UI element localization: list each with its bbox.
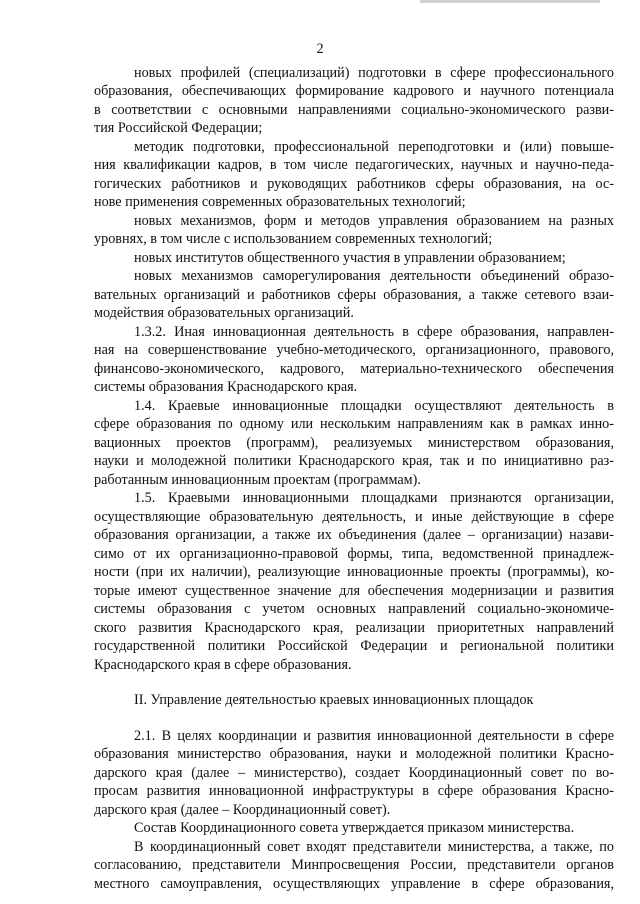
text-line: сфере образования по одному или нескольким направлениям как в рамках инно- bbox=[94, 416, 614, 432]
text-line: дарского края (далее – Координационный совет). bbox=[94, 802, 391, 818]
text-line: образования организации, а также их объединения (далее – организации) назави- bbox=[94, 527, 614, 543]
text-line: модействия образовательных организаций. bbox=[94, 305, 354, 321]
text-line: 1.5. Краевыми инновационными площадками признаются организации, bbox=[134, 490, 614, 506]
text-line: торые имеют существенное значение для обеспечения модернизации и развития bbox=[94, 583, 614, 599]
text-line: 2.1. В целях координации и развития инновационной деятельности в сфере bbox=[134, 728, 614, 744]
scan-edge-mark bbox=[420, 0, 600, 3]
text-line: науки и молодежной политики Краснодарского края, так и по инициативно раз- bbox=[94, 453, 614, 469]
text-line: просам развития инновационной инфраструктуры в сфере образования Красно- bbox=[94, 783, 614, 799]
text-line: новых механизмов, форм и методов управления образованием на разных bbox=[134, 213, 614, 229]
text-line: В координационный совет входят представители министерства, а также, по bbox=[134, 839, 614, 855]
text-line: ского развития Краснодарского края, реализации приоритетных направлений bbox=[94, 620, 614, 636]
text-line: финансово-экономического, кадрового, материально-технического обеспечения bbox=[94, 361, 614, 377]
text-line: новых профилей (специализаций) подготовки в сфере профессионального bbox=[134, 65, 614, 81]
text-line: в соответствии с основными направлениями социально-экономического разви- bbox=[94, 102, 614, 118]
text-line: симо от их организационно-правовой формы, типа, ведомственной принадлеж- bbox=[94, 546, 614, 562]
text-line: государственной политики Российской Федерации и региональной политики bbox=[94, 638, 614, 654]
text-line: системы образования Краснодарского края. bbox=[94, 379, 358, 395]
text-line: Состав Координационного совета утверждается приказом министерства. bbox=[134, 820, 575, 836]
page-number: 2 bbox=[316, 41, 324, 57]
text-line: осуществляющие образовательную деятельность, и иные действующие в сфере bbox=[94, 509, 614, 525]
section-heading: II. Управление деятельностью краевых инновационных площадок bbox=[134, 692, 534, 708]
text-line: ния квалификации кадров, в том числе педагогических, научных и научно-педа- bbox=[94, 157, 614, 173]
text-line: вационных проектов (программ), реализуемых министерством образования, bbox=[94, 435, 614, 451]
text-line: новых механизмов саморегулирования деятельности объединений образо- bbox=[134, 268, 614, 284]
text-line: тия Российской Федерации; bbox=[94, 120, 263, 136]
text-line: работанным инновационным проектам (программам). bbox=[94, 472, 421, 488]
text-line: образования, обеспечивающих формирование кадрового и научного потенциала bbox=[94, 83, 614, 99]
text-line: согласованию, представители Минпросвещения России, представители органов bbox=[94, 857, 614, 873]
text-line: методик подготовки, профессиональной переподготовки и (или) повыше- bbox=[134, 139, 614, 155]
text-line: гогических работников и руководящих работников сферы образования, на ос- bbox=[94, 176, 614, 192]
text-line: местного самоуправления, осуществляющих управление в сфере образования, bbox=[94, 876, 614, 892]
text-line: 1.3.2. Иная инновационная деятельность в сфере образования, направлен- bbox=[134, 324, 614, 340]
text-line: уровнях, в том числе с использованием современных технологий; bbox=[94, 231, 493, 247]
text-line: новых институтов общественного участия в управлении образованием; bbox=[134, 250, 566, 266]
text-line: образования министерство образования, науки и молодежной политики Красно- bbox=[94, 746, 614, 762]
text-line: 1.4. Краевые инновационные площадки осуществляют деятельность в bbox=[134, 398, 614, 414]
text-line: нове применения современных образовательных технологий; bbox=[94, 194, 466, 210]
text-line: дарского края (далее – министерство), создает Координационный совет по во- bbox=[94, 765, 614, 781]
text-line: системы образования с учетом основных направлений социально-экономиче- bbox=[94, 601, 614, 617]
text-line: вательных организаций и работников сферы образования, а также сетевого взаи- bbox=[94, 287, 614, 303]
text-line: Краснодарского края в сфере образования. bbox=[94, 657, 352, 673]
text-line: ная на совершенствование учебно-методического, организационного, правового, bbox=[94, 342, 614, 358]
text-line: ности (при их наличии), реализующие инновационные проекты (программы), ко- bbox=[94, 564, 614, 580]
